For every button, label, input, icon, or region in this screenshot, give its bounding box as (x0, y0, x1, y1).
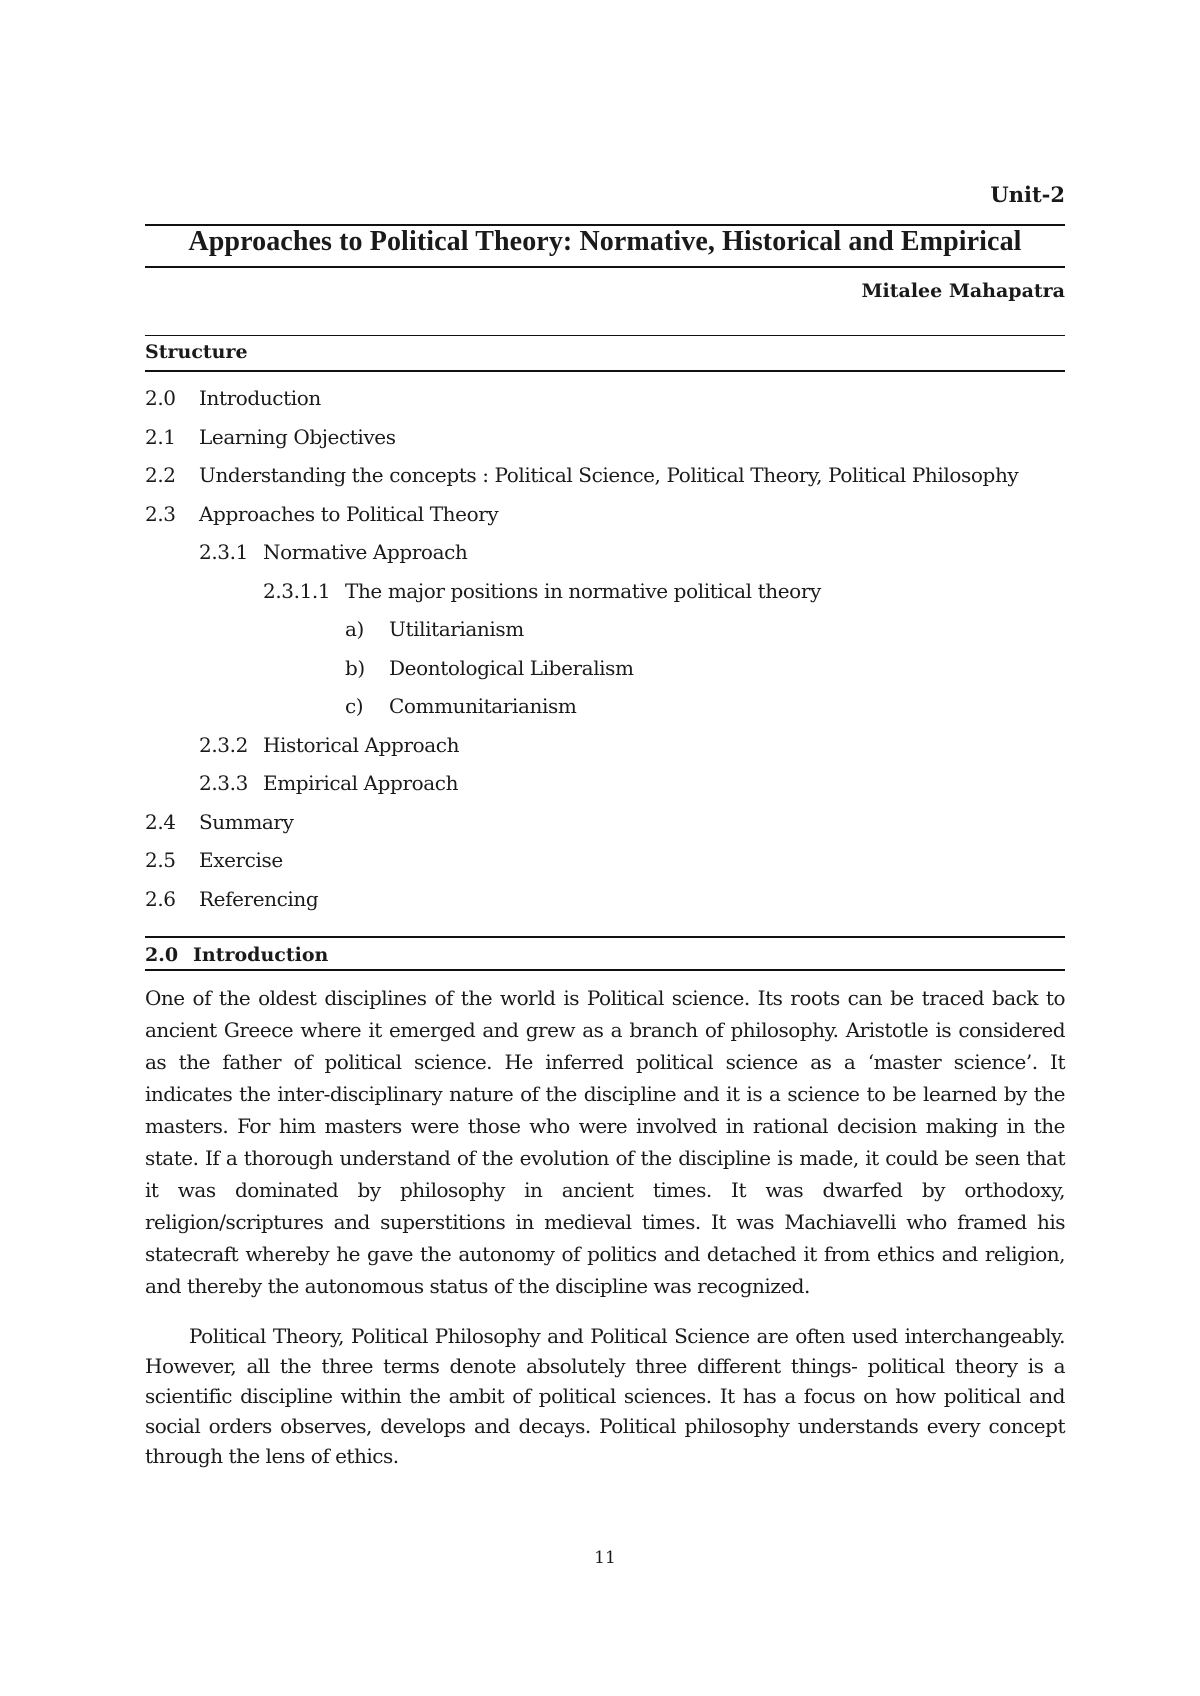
toc-item-number: 2.3.2 (199, 732, 248, 757)
section-number: 2.0 (145, 944, 179, 966)
toc-item (145, 807, 1065, 846)
toc-item-label: Introduction (199, 386, 321, 410)
toc-item (145, 845, 1065, 884)
toc-item-label: Normative Approach (263, 540, 468, 564)
toc-item-label: Approaches to Political Theory (199, 501, 499, 526)
section-bottom-rule (145, 969, 1065, 971)
page-title: Approaches to Political Theory: Normative, Historical and Empirical (188, 226, 1022, 257)
toc-item-label: Referencing (199, 886, 319, 911)
toc-item (145, 614, 1065, 653)
toc-item (145, 422, 1065, 461)
toc-item (145, 383, 1065, 422)
toc-item (145, 653, 1065, 692)
toc-item-number: 2.1 (145, 424, 176, 449)
toc-item-label: Historical Approach (263, 732, 460, 757)
section-top-rule (145, 936, 1065, 938)
toc-item-label: Understanding the concepts : Political Science, Political Theory, Political Philosophy (199, 463, 1019, 487)
toc-item-number: 2.0 (145, 386, 176, 410)
structure-heading: Structure (145, 341, 248, 363)
toc-item-number: 2.3.1 (199, 540, 248, 564)
title-bottom-rule (145, 266, 1065, 268)
toc-item-label: Utilitarianism (389, 617, 524, 641)
toc-item-number: 2.2 (145, 463, 176, 487)
structure-bottom-rule (145, 370, 1065, 372)
toc-item-label: Communitarianism (389, 694, 577, 718)
toc-item-number: 2.4 (145, 809, 176, 834)
toc-item-label: Deontological Liberalism (389, 655, 634, 680)
toc-item (145, 691, 1065, 730)
toc-item (145, 730, 1065, 769)
toc-item (145, 884, 1065, 923)
toc-item-label: The major positions in normative political theory (345, 578, 821, 603)
page-number: 11 (594, 1548, 616, 1568)
toc-item-label: Exercise (199, 848, 283, 872)
table-of-contents (145, 383, 1065, 922)
section-heading (145, 944, 328, 966)
toc-item-number: 2.5 (145, 848, 176, 872)
toc-item-number: b) (345, 655, 365, 680)
toc-item (145, 499, 1065, 538)
toc-item (145, 460, 1065, 499)
toc-item-number: 2.3.3 (199, 771, 248, 795)
toc-item-number: 2.3 (145, 501, 176, 526)
toc-item-number: a) (345, 617, 364, 641)
toc-item-number: 2.6 (145, 886, 176, 911)
section-title: Introduction (193, 944, 329, 966)
toc-item-label: Summary (199, 809, 294, 834)
body-paragraph: One of the oldest disciplines of the world is Political science. Its roots can be traced back to ancient Greece where it emerged and grew as a branch of philosophy. Aristotle is considered as the father of political science. He inferred political science as a ‘master science’. It indicates the inter-disciplinary nature of the discipline and it is a science to be learned by the masters. For him masters were those who were involved in rational decision making in the state. If a thorough understand of the evolution of the discipline is made, it could be seen that it was dominated by philosophy in ancient times. It was dwarfed by orthodoxy, religion/scriptures and superstitions in medieval times. It was Machiavelli who framed his statecraft whereby he gave the autonomy of politics and detached it from ethics and religion, and thereby the autonomous status of the discipline was recognized. (145, 986, 1065, 1298)
toc-item-label: Empirical Approach (263, 771, 459, 795)
toc-item-number: 2.3.1.1 (263, 578, 331, 603)
structure-top-rule (145, 335, 1065, 336)
body-paragraph: Political Theory, Political Philosophy and Political Science are often used interchangeably. However, all the three terms denote absolutely three different things- political theory is a scientific discipline within the ambit of political sciences. It has a focus on how political and social orders observes, develops and decays. Political philosophy understands every concept through the lens of ethics. (145, 1324, 1065, 1468)
toc-item (145, 576, 1065, 615)
toc-item (145, 768, 1065, 807)
unit-label: Unit-2 (990, 182, 1065, 207)
toc-item-label: Learning Objectives (199, 424, 396, 449)
toc-item (145, 537, 1065, 576)
author-name: Mitalee Mahapatra (861, 280, 1065, 302)
toc-item-number: c) (345, 694, 364, 718)
